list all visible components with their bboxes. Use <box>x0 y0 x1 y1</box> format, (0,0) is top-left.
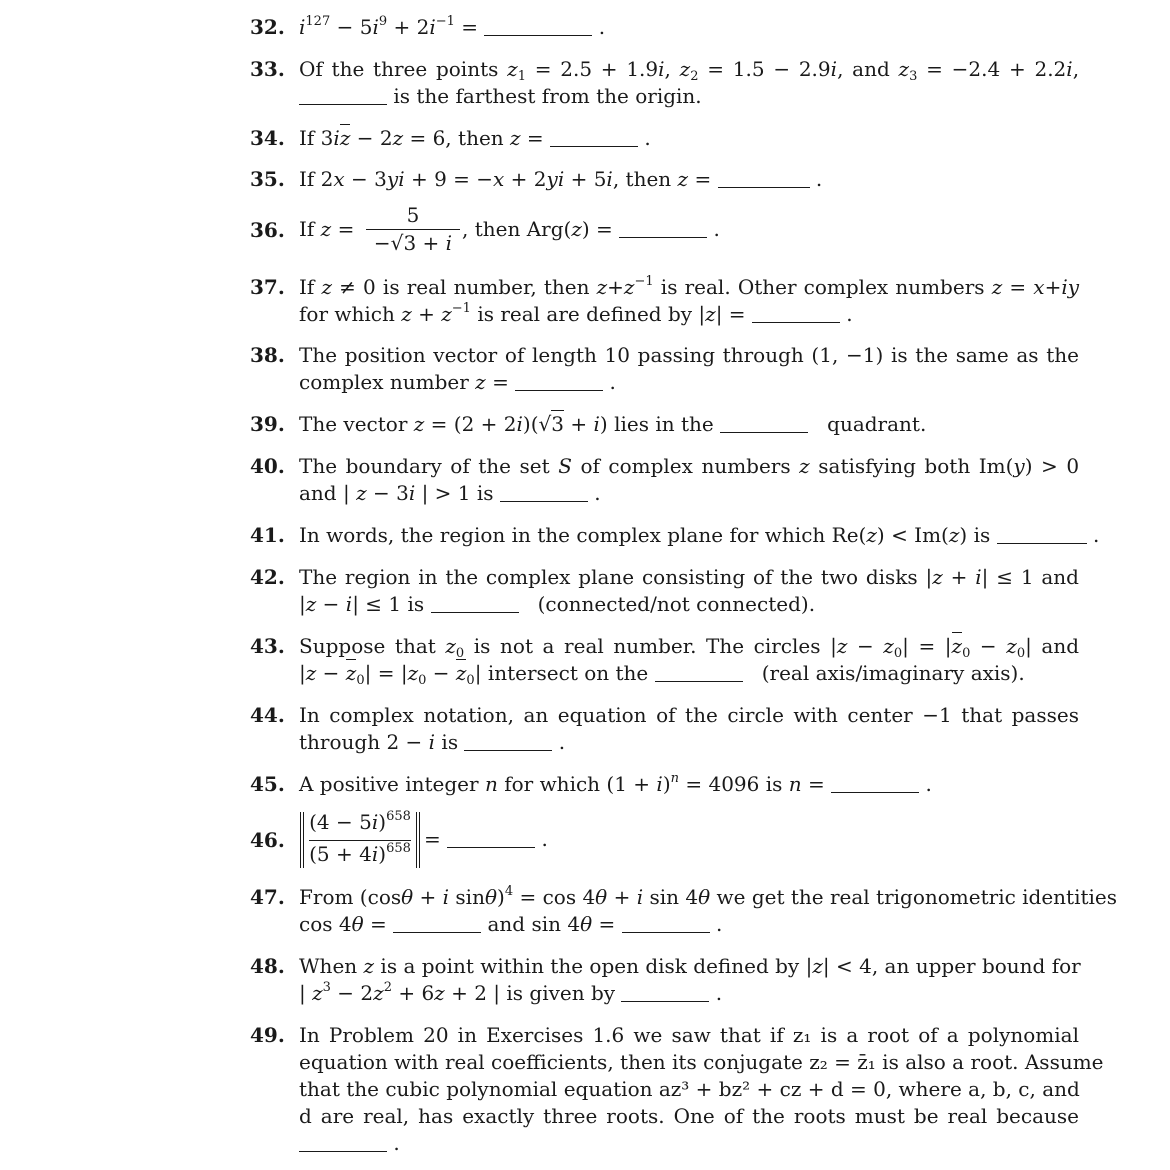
problem-48-line-1: When z is a point within the open disk defined by |z| < 4, an upper bound for <box>299 954 1081 978</box>
problem-47-line-1: From (cosθ + i sinθ)$^4$ = cos 4θ + i sin 4θ we get the real trigonometric identities <box>299 884 1118 909</box>
text: is not a real number. The circles <box>473 634 821 658</box>
text: If <box>299 217 315 241</box>
text: and <box>1041 634 1080 658</box>
text: is given by <box>506 981 616 1005</box>
problem-32-text: $i^{127} - 5i^9 + 2i^{-1}$ = . <box>299 14 606 39</box>
text: If <box>299 167 315 191</box>
text: is <box>441 730 459 754</box>
problem-43-line-2: $|z - z_0| = |z_0 - z_0|$ intersect on the (real axis/imaginary axis). <box>299 661 1025 688</box>
text: is <box>476 481 494 505</box>
answer-blank[interactable] <box>720 412 808 433</box>
problem-number: 45. <box>250 772 285 796</box>
answer-blank[interactable] <box>550 126 638 147</box>
text: (connected/not connected). <box>537 592 816 616</box>
text: lies in the <box>614 412 714 436</box>
problem-49-line-2: equation with real coefficients, then its conjugate z₂ = z̄₁ is also a root. Assume <box>299 1050 1104 1074</box>
answer-blank[interactable] <box>500 481 588 502</box>
problem-47-line-2: cos 4θ = and sin 4θ = . <box>299 912 723 936</box>
text: The boundary of the set <box>299 454 550 478</box>
text: Of the three points <box>299 57 499 81</box>
answer-blank[interactable] <box>484 15 592 36</box>
problem-48-line-2: | $z^3 - 2z^2 + 6z + 2$ | is given by . <box>299 980 723 1005</box>
answer-blank[interactable] <box>431 592 519 613</box>
answer-blank[interactable] <box>752 302 840 323</box>
problem-number: 40. <box>250 454 285 478</box>
problem-number: 41. <box>250 523 285 547</box>
problem-number: 43. <box>250 634 285 658</box>
problem-38-line-1: The position vector of length 10 passing through (1, −1) is the same as the <box>299 343 1079 367</box>
problem-43-line-1: Suppose that $z_0$ is not a real number. The circles $|z - z_0| = |z_0 - z_0|$ and <box>299 634 1080 661</box>
problem-number: 38. <box>250 343 285 367</box>
text: is a point within the open disk defined by <box>380 954 800 978</box>
text: The vector <box>299 412 408 436</box>
text: A positive integer <box>299 772 479 796</box>
problem-44-line-1: In complex notation, an equation of the circle with center −1 that passes <box>299 703 1079 727</box>
answer-blank[interactable] <box>447 827 535 848</box>
fraction-denominator: −√3 + i <box>373 231 453 255</box>
answer-blank[interactable] <box>621 981 709 1002</box>
text: and <box>299 481 337 505</box>
problem-46-tail: = . <box>424 827 548 851</box>
problem-37-line-1: If z ≠ 0 is real number, then $z+z^{-1}$ is real. Other complex numbers z = x+iy <box>299 274 1080 299</box>
answer-blank[interactable] <box>831 772 919 793</box>
problem-44-line-2: through 2 − i is . <box>299 730 566 754</box>
text: quadrant. <box>827 412 927 436</box>
answer-blank[interactable] <box>655 661 743 682</box>
text: is real number, then <box>382 275 590 299</box>
problem-33-line-2 <box>299 83 1079 110</box>
problem-number: 37. <box>250 275 285 299</box>
text: is <box>407 592 425 616</box>
problem-number: 42. <box>250 565 285 589</box>
problem-49-line-3: that the cubic polynomial equation az³ + bz² + cz + d = 0, where a, b, c, and <box>299 1077 1080 1101</box>
abs-bar-right-inner <box>416 812 417 868</box>
answer-blank[interactable] <box>464 730 552 751</box>
answer-blank[interactable] <box>622 912 710 933</box>
problem-number: 33. <box>250 57 285 81</box>
problem-38-line-2: complex number z = . <box>299 370 616 394</box>
text: and <box>487 912 526 936</box>
answer-blank[interactable] <box>299 1131 387 1152</box>
answer-blank[interactable] <box>515 370 603 391</box>
problem-45-text: A positive integer n for which $(1 + i)^n = 4096$ is n = . <box>299 771 932 796</box>
problem-number: 34. <box>250 126 285 150</box>
answer-blank[interactable] <box>299 84 387 105</box>
abs-bar-right <box>419 812 420 868</box>
problem-33-line-1: Of the three points $z_1 = 2.5 + 1.9i$, $z_2 = 1.5 - 2.9i$, and $z_3 = -2.4 + 2.2i$, <box>299 57 1080 84</box>
text: is the farthest from the origin. <box>393 84 702 108</box>
problem-number: 46. <box>250 828 285 852</box>
text: When <box>299 954 358 978</box>
problem-37-line-2: for which $z + z^{-1}$ is real are defined by |z| = . <box>299 301 853 326</box>
text: an upper bound for <box>884 954 1081 978</box>
text: The region in the complex plane consisting of the two disks <box>299 565 918 589</box>
text: for which <box>504 772 601 796</box>
text: is <box>765 772 783 796</box>
problem-number: 35. <box>250 167 285 191</box>
problem-49-line-4: d are real, has exactly three roots. One of the roots must be real because <box>299 1104 1079 1128</box>
fraction-denominator: $(5 + 4i)^{658}$ <box>309 841 411 866</box>
text: (real axis/imaginary axis). <box>761 661 1025 685</box>
problem-40-line-1: The boundary of the set S of complex numbers z satisfying both Im(y) > 0 <box>299 454 1080 478</box>
problem-34-text: If 3iz − 2z = 6, then z = . <box>299 126 651 150</box>
problem-number: 39. <box>250 412 285 436</box>
answer-blank[interactable] <box>393 912 481 933</box>
text: satisfying both Im <box>818 454 1006 478</box>
text: is real are defined by <box>477 302 693 326</box>
fraction-numerator: 5 <box>406 203 420 227</box>
problem-42-line-2: |z − i| ≤ 1 is (connected/not connected). <box>299 592 816 616</box>
abs-bar-left-inner <box>303 812 304 868</box>
problem-49-line-1: In Problem 20 in Exercises 1.6 we saw that if z₁ is a root of a polynomial <box>299 1023 1079 1047</box>
text: and <box>1041 565 1079 589</box>
abs-bar-left <box>300 812 301 868</box>
answer-blank[interactable] <box>997 523 1087 544</box>
problem-36-lead: If z = <box>299 217 355 241</box>
answer-blank[interactable] <box>718 167 810 188</box>
text: If <box>299 126 315 150</box>
problem-42-line-1: The region in the complex plane consisting of the two disks |z + i| ≤ 1 and <box>299 565 1079 589</box>
problem-49-line-5: . <box>299 1130 1079 1157</box>
problem-number: 47. <box>250 885 285 909</box>
text: complex number <box>299 370 469 394</box>
problem-35-text: If 2x − 3yi + 9 = −x + 2yi + 5i, then z = . <box>299 167 823 191</box>
text: is real. Other complex numbers <box>660 275 985 299</box>
problem-number: 36. <box>250 218 285 242</box>
text: In words, the region in the complex plane for which Re <box>299 523 859 547</box>
text: through <box>299 730 381 754</box>
text: for which <box>299 302 395 326</box>
problem-40-line-2: and | z − 3i | > 1 is . <box>299 481 601 505</box>
text: we get the real trigonometric identities <box>716 885 1118 909</box>
text: intersect on the <box>487 661 649 685</box>
text: then <box>458 126 504 150</box>
problem-39-text: The vector z = (2 + 2i)(√3 + i) lies in the quadrant. <box>299 412 927 436</box>
problem-number: 49. <box>250 1023 285 1047</box>
text: is <box>973 523 991 547</box>
problem-41-text: In words, the region in the complex plane for which Re(z) < Im(z) is . <box>299 523 1100 547</box>
text: then Arg <box>474 217 564 241</box>
problem-36-tail: , then Arg(z) = . <box>462 217 720 241</box>
text: From <box>299 885 354 909</box>
problem-number: 32. <box>250 15 285 39</box>
text: of complex numbers <box>580 454 791 478</box>
text: Suppose that <box>299 634 436 658</box>
answer-blank[interactable] <box>619 217 707 238</box>
problem-number: 48. <box>250 954 285 978</box>
text: then <box>625 167 672 191</box>
problem-number: 44. <box>250 703 285 727</box>
fraction-numerator: $(4 - 5i)^{658}$ <box>309 809 411 834</box>
